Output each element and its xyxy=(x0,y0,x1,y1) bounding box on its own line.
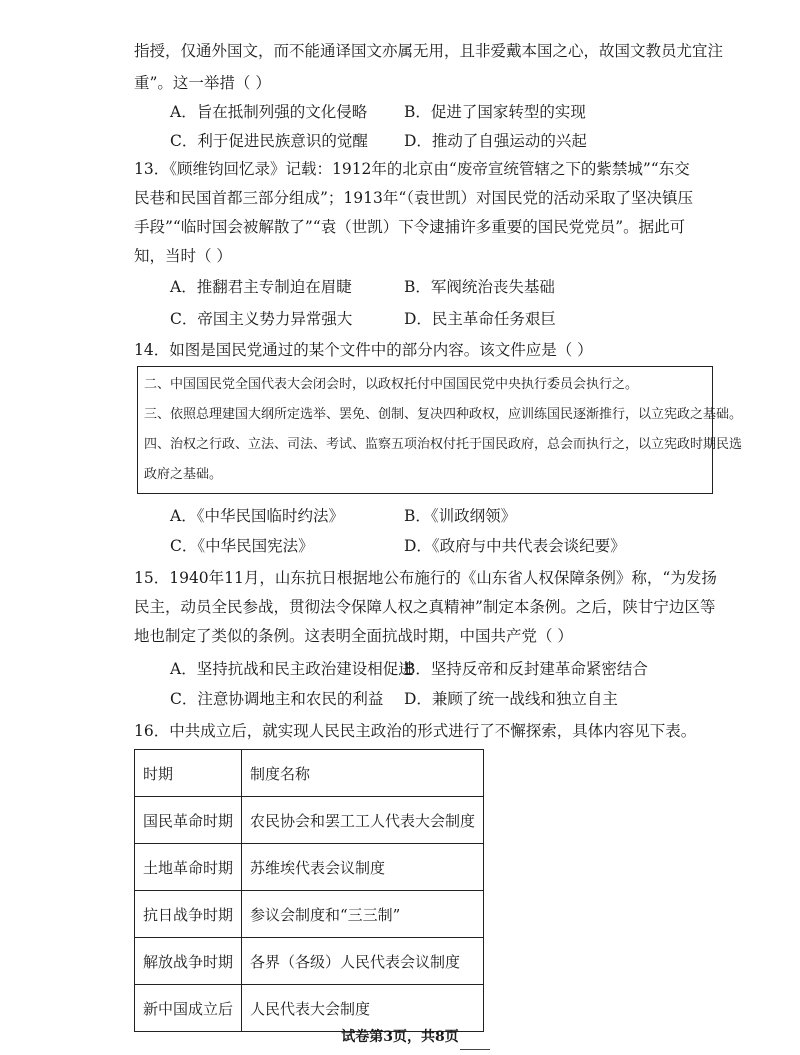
q12-option-d: D．推动了自强运动的兴起 xyxy=(404,132,587,150)
table-row xyxy=(135,985,484,1032)
table-row xyxy=(135,797,484,844)
q15-option-b: B．坚持反帝和反封建革命紧密结合 xyxy=(404,660,648,678)
q16-democracy-forms-table xyxy=(134,749,484,1032)
q14-document-excerpt-box xyxy=(137,366,743,494)
table-row xyxy=(135,938,484,985)
table-cell-system: 人民代表大会制度 xyxy=(242,985,484,1032)
table-cell-period: 抗日战争时期 xyxy=(135,891,242,938)
table-cell-system: 各界（各级）人民代表会议制度 xyxy=(242,938,484,985)
scan-divider xyxy=(460,1049,490,1050)
q15-line-1: 15．1940年11月，山东抗日根据地公布施行的《山东省人权保障条例》称，“为发扬 xyxy=(134,569,717,587)
q12-line-1: 指授，仅通外国文，而不能通译国文亦属无用，且非爱戴本国之心，故国文教员尤宜注 xyxy=(134,42,724,60)
q15-line-2: 民主，动员全民参战，贯彻法令保障人权之真精神”制定本条例。之后，陕甘宁边区等 xyxy=(134,598,716,616)
q16-line-1: 16．中共成立后，就实现人民民主政治的形式进行了不懈探索，具体内容见下表。 xyxy=(134,722,697,740)
table-header-system: 制度名称 xyxy=(242,750,484,797)
table-row xyxy=(135,891,484,938)
table-cell-system: 农民协会和罢工工人代表大会制度 xyxy=(242,797,484,844)
q13-option-a: A．推翻君主专制迫在眉睫 xyxy=(170,278,352,296)
table-row xyxy=(135,844,484,891)
q13-line-2: 民巷和民国首都三部分组成”；1913年“（袁世凯）对国民党的活动采取了坚决镇压 xyxy=(134,189,694,207)
q13-option-b: B．军阀统治丧失基础 xyxy=(404,278,555,296)
q14-excerpt-line-4: 政府之基础。 xyxy=(144,467,223,482)
q13-line-4: 知，当时（ ） xyxy=(134,247,232,265)
q12-option-a: A．旨在抵制列强的文化侵略 xyxy=(170,103,368,121)
q13-line-3: 手段”“临时国会被解散了”“袁（世凯）下令逮捕许多重要的国民党党员”。据此可 xyxy=(134,218,686,236)
table-cell-period: 土地革命时期 xyxy=(135,844,242,891)
q15-option-d: D．兼顾了统一战线和独立自主 xyxy=(404,690,618,708)
table-cell-system: 苏维埃代表会议制度 xyxy=(242,844,484,891)
q15-line-3: 地也制定了类似的条例。这表明全面抗战时期，中国共产党（ ） xyxy=(134,627,573,645)
table-cell-period: 解放战争时期 xyxy=(135,938,242,985)
table-header-period: 时期 xyxy=(135,750,242,797)
table-cell-period: 国民革命时期 xyxy=(135,797,242,844)
q14-excerpt-line-2: 三、依照总理建国大纲所定选举、罢免、创制、复决四种政权，应训练国民逐渐推行，以立宪政之基础。 xyxy=(144,407,743,422)
q15-option-a: A．坚持抗战和民主政治建设相促进 xyxy=(170,660,414,678)
q14-line-1: 14．如图是国民党通过的某个文件中的部分内容。该文件应是（ ） xyxy=(134,341,593,359)
q15-option-c: C．注意协调地主和农民的利益 xyxy=(170,690,384,708)
q14-option-d: D．《政府与中共代表会谈纪要》 xyxy=(404,537,626,555)
q13-line-1: 13．《顾维钧回忆录》记载：1912年的北京由“废帝宣统管辖之下的紫禁城”“东交 xyxy=(134,160,690,178)
q14-excerpt-line-1: 二、中国国民党全国代表大会闭会时，以政权托付中国国民党中央执行委员会执行之。 xyxy=(144,377,639,392)
table-cell-system: 参议会制度和“三三制” xyxy=(242,891,484,938)
q14-option-a: A．《中华民国临时约法》 xyxy=(170,507,344,525)
table-cell-period: 新中国成立后 xyxy=(135,985,242,1032)
q14-option-c: C．《中华民国宪法》 xyxy=(170,537,314,555)
q13-option-c: C．帝国主义势力异常强大 xyxy=(170,310,353,328)
q13-option-d: D．民主革命任务艰巨 xyxy=(404,310,556,328)
q12-option-c: C．利于促进民族意识的觉醒 xyxy=(170,132,368,150)
page-footer: 试卷第3页，共8页 xyxy=(341,1029,459,1045)
q14-excerpt-line-3: 四、治权之行政、立法、司法、考试、监察五项治权付托于国民政府，总会而执行之，以立宪政时期民选 xyxy=(144,437,743,452)
q12-option-b: B．促进了国家转型的实现 xyxy=(404,103,586,121)
q14-option-b: B．《训政纲领》 xyxy=(404,507,517,525)
q12-line-2: 重”。这一举措（ ） xyxy=(134,74,271,92)
table-header-row xyxy=(135,750,484,797)
